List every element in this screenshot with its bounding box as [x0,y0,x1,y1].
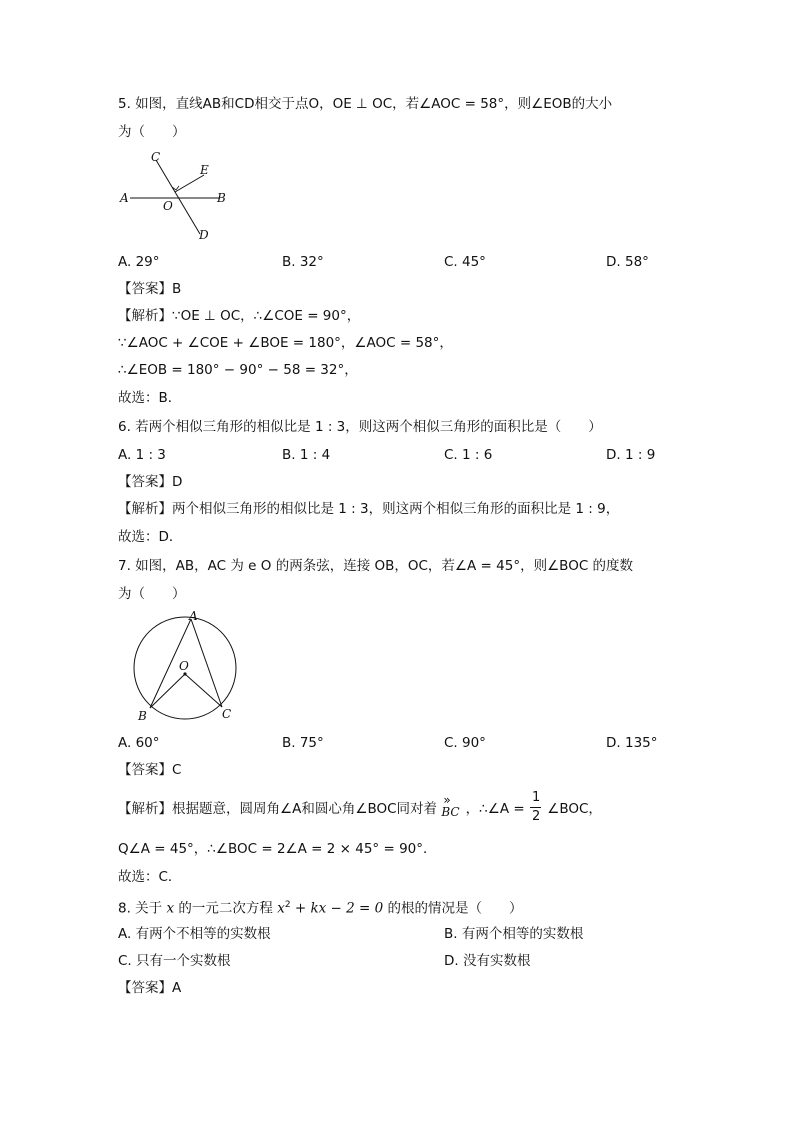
q8-stem-b: 的一元二次方程 [178,900,273,917]
q6-stem: 6. 若两个相似三角形的相似比是 1 : 3，则这两个相似三角形的面积比是（ ） [118,419,602,435]
q8-stem-c: 的根的情况是（ ） [387,900,523,917]
q7-analysis-c: ∠BOC， [547,801,602,817]
q7-figure [128,608,246,726]
q6-option-a: A. 1 : 3 [118,447,166,463]
q8-option-a: A. 有两个不相等的实数根 [118,926,271,942]
ray-oe [175,175,204,192]
q7-option-b: B. 75° [282,735,324,751]
q8-option-d: D. 没有实数根 [444,953,531,969]
q6-option-c: C. 1 : 6 [444,447,493,463]
q6-option-d: D. 1 : 9 [606,447,656,463]
q7-choice: 故选：C． [118,869,182,885]
q7-analysis-a: 【解析】根据题意，圆周角∠A和圆心角∠BOC同对着 [118,801,438,817]
q5-analysis-line3: ∴∠EOB = 180° − 90° − 58 = 32°， [118,362,358,378]
q6-option-b: B. 1 : 4 [282,447,331,463]
q7-option-a: A. 60° [118,735,160,751]
q5-option-a: A. 29° [118,254,160,270]
q8-eq-sup: 2 [284,900,291,910]
label-b: B [138,709,147,723]
q5-option-b: B. 32° [282,254,324,270]
q6-answer: 【答案】D [118,474,183,490]
label-c: C [222,707,232,721]
q5-stem-line1: 5. 如图，直线AB和CD相交于点O，OE ⊥ OC，若∠AOC = 58°，则∠EOB的大小 [118,96,613,112]
q7-option-d: D. 135° [606,735,658,751]
q8-stem [118,896,523,918]
q8-eq-x: x [277,900,285,917]
q8-var-x: x [166,900,175,917]
q5-analysis-line2: ∵∠AOC + ∠COE + ∠BOE = 180°，∠AOC = 58°， [118,335,453,351]
label-o: O [163,199,173,213]
arc-mark: » [443,793,451,807]
q8-option-c: C. 只有一个实数根 [118,953,231,969]
frac-den: 2 [531,809,541,824]
q7-stem-line2: 为（ ） [118,586,186,602]
label-a: A [120,191,129,205]
label-d: D [199,228,209,242]
q5-figure [114,148,244,246]
q8-stem-a: 8. 关于 [118,900,163,917]
label-c: C [151,150,161,164]
frac-num: 1 [531,790,541,805]
label-e: E [200,163,209,177]
q8-option-b: B. 有两个相等的实数根 [444,926,584,942]
label-a: A [189,609,198,623]
label-o: O [179,659,189,673]
q5-stem-line2: 为（ ） [118,124,186,140]
q5-option-c: C. 45° [444,254,486,270]
q7-answer: 【答案】C [118,762,182,778]
q8-eq-rest: + kx − 2 = 0 [290,900,384,917]
radius-ob [150,674,185,708]
q6-choice: 故选：D． [118,529,183,545]
q5-analysis-line1: 【解析】∵OE ⊥ OC，∴∠COE = 90°， [118,308,361,324]
q7-analysis-line2: Q∠A = 45°，∴∠BOC = 2∠A = 2 × 45° = 90°． [118,841,437,857]
q7-analysis-b: ，∴∠A = [465,801,525,817]
arc-label: BC [441,805,460,819]
q5-choice: 故选：B． [118,390,182,406]
q7-stem-line1: 7. 如图，AB，AC 为 e O 的两条弦，连接 OB，OC，若∠A = 45°，则∠BOC 的度数 [118,558,634,574]
line-cd [156,160,200,234]
label-b: B [217,191,226,205]
q7-option-c: C. 90° [444,735,486,751]
q8-answer: 【答案】A [118,980,182,996]
q5-answer: 【答案】B [118,281,182,297]
q5-option-d: D. 58° [606,254,649,270]
q6-analysis: 【解析】两个相似三角形的相似比是 1 : 3，则这两个相似三角形的面积比是 1 : 9， [118,501,620,517]
q7-analysis-line1 [118,790,602,824]
